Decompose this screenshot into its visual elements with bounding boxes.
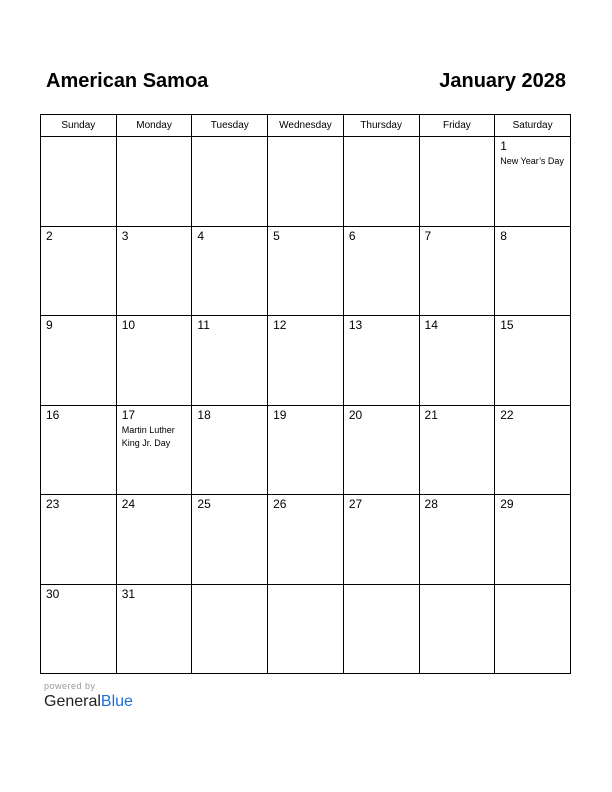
day-cell-content [117, 227, 192, 246]
day-cell [419, 584, 495, 674]
day-cell [419, 495, 495, 585]
week-row [41, 495, 571, 585]
day-cell [192, 137, 268, 227]
day-cell [343, 316, 419, 406]
day-cell-content [344, 585, 419, 589]
day-number: 21 [424, 407, 438, 422]
weekday-tuesday: Tuesday [192, 115, 268, 137]
day-number: 2 [46, 228, 53, 243]
day-cell-content [268, 227, 343, 246]
day-cell-content [41, 495, 116, 514]
day-cell [41, 495, 117, 585]
week-row [41, 584, 571, 674]
day-cell-content [192, 585, 267, 589]
day-cell-content [268, 137, 343, 141]
day-cell-content [495, 585, 570, 589]
day-number: 24 [121, 497, 136, 511]
day-number: 31 [121, 586, 136, 601]
day-cell [268, 316, 344, 406]
day-cell-content [117, 495, 192, 514]
day-cell [41, 226, 117, 316]
day-cell-content [192, 406, 267, 425]
week-row [41, 316, 571, 406]
day-cell [343, 495, 419, 585]
day-cell [268, 226, 344, 316]
day-cell-content [192, 227, 267, 246]
week-row [41, 137, 571, 227]
holiday-label: New Year’s Day [500, 156, 564, 166]
day-cell-content [420, 585, 495, 589]
day-number: 13 [348, 318, 363, 332]
powered-by-text: powered by [44, 681, 96, 691]
weekday-thursday: Thursday [343, 115, 419, 137]
weekday-friday: Friday [419, 115, 495, 137]
day-number: 7 [424, 228, 432, 243]
day-cell-content [117, 137, 192, 141]
day-cell-content [268, 316, 343, 335]
weekday-monday: Monday [116, 115, 192, 137]
day-number: 8 [500, 228, 507, 243]
weekday-sunday: Sunday [41, 115, 117, 137]
day-cell-content [420, 316, 495, 335]
day-cell [192, 495, 268, 585]
day-number: 11 [197, 318, 210, 332]
day-number: 5 [273, 228, 280, 243]
day-cell-content [420, 406, 495, 425]
day-cell-content [420, 137, 495, 141]
day-cell-content [344, 227, 419, 246]
day-cell [116, 495, 192, 585]
day-cell [41, 405, 117, 495]
week-row [41, 226, 571, 316]
day-cell [268, 405, 344, 495]
day-number: 26 [273, 497, 287, 511]
day-cell [343, 137, 419, 227]
brand-general: General [44, 693, 101, 710]
day-number: 22 [500, 407, 514, 422]
day-number: 16 [46, 407, 60, 422]
day-cell [41, 584, 117, 674]
day-number: 25 [197, 497, 211, 511]
day-cell-content [268, 406, 343, 425]
day-cell-content [495, 495, 570, 514]
day-cell-content [117, 585, 192, 604]
day-cell-content [117, 316, 192, 335]
day-number: 30 [46, 586, 60, 601]
day-number: 9 [46, 318, 53, 332]
day-cell [192, 405, 268, 495]
day-number: 19 [273, 407, 287, 422]
day-number: 14 [424, 318, 438, 332]
day-number: 23 [46, 497, 60, 511]
day-cell [192, 584, 268, 674]
day-cell [192, 226, 268, 316]
day-cell [268, 495, 344, 585]
day-cell [419, 137, 495, 227]
day-cell [419, 226, 495, 316]
day-cell [419, 405, 495, 495]
day-number: 10 [121, 318, 136, 332]
day-number: 18 [197, 407, 211, 422]
day-cell-content [41, 316, 116, 335]
day-cell-content [192, 316, 267, 335]
day-cell [495, 495, 571, 585]
day-cell-content [495, 406, 570, 425]
day-number: 15 [500, 318, 514, 332]
calendar-header [46, 70, 566, 100]
day-number: 12 [273, 318, 287, 332]
country-title: American Samoa [46, 70, 209, 92]
day-cell [495, 316, 571, 406]
day-number: 28 [424, 497, 438, 511]
day-cell [495, 405, 571, 495]
day-cell-content [495, 137, 570, 170]
day-cell-content [495, 316, 570, 335]
day-cell [268, 584, 344, 674]
week-row [41, 405, 571, 495]
weekday-header-row [41, 115, 571, 137]
day-number: 29 [500, 497, 514, 511]
day-cell-content [192, 137, 267, 141]
day-number: 4 [197, 228, 205, 243]
weekday-wednesday: Wednesday [268, 115, 344, 137]
footer-branding [44, 681, 133, 711]
day-cell-content [420, 227, 495, 246]
day-cell [116, 137, 192, 227]
day-cell-content [117, 406, 192, 452]
day-number: 3 [121, 228, 129, 243]
brand-blue: Blue [100, 693, 133, 710]
day-cell [495, 226, 571, 316]
weekday-saturday: Saturday [495, 115, 571, 137]
day-cell [116, 584, 192, 674]
day-number: 6 [348, 228, 356, 243]
day-number: 17 [121, 407, 136, 422]
day-cell [268, 137, 344, 227]
day-number: 20 [348, 407, 363, 422]
day-cell-content [344, 495, 419, 514]
day-cell-content [344, 137, 419, 141]
day-cell [343, 584, 419, 674]
calendar-grid [40, 114, 571, 674]
day-cell-content [268, 585, 343, 589]
day-cell [343, 226, 419, 316]
day-cell [343, 405, 419, 495]
day-cell [192, 316, 268, 406]
day-cell-content [41, 137, 116, 141]
day-cell [495, 584, 571, 674]
day-cell [116, 226, 192, 316]
day-cell [116, 316, 192, 406]
day-cell-content [268, 495, 343, 514]
day-cell [495, 137, 571, 227]
day-number: 1 [500, 139, 507, 153]
day-cell-content [192, 495, 267, 514]
brand-logo [44, 693, 133, 711]
day-number: 27 [348, 497, 363, 511]
day-cell-content [41, 585, 116, 604]
day-cell [116, 405, 192, 495]
month-title: January 2028 [439, 70, 566, 92]
holiday-label: Martin Luther King Jr. Day [121, 424, 175, 448]
day-cell-content [420, 495, 495, 514]
day-cell-content [41, 227, 116, 246]
day-cell [419, 316, 495, 406]
day-cell-content [344, 316, 419, 335]
day-cell [41, 316, 117, 406]
day-cell-content [344, 406, 419, 425]
day-cell [41, 137, 117, 227]
day-cell-content [41, 406, 116, 425]
day-cell-content [495, 227, 570, 246]
